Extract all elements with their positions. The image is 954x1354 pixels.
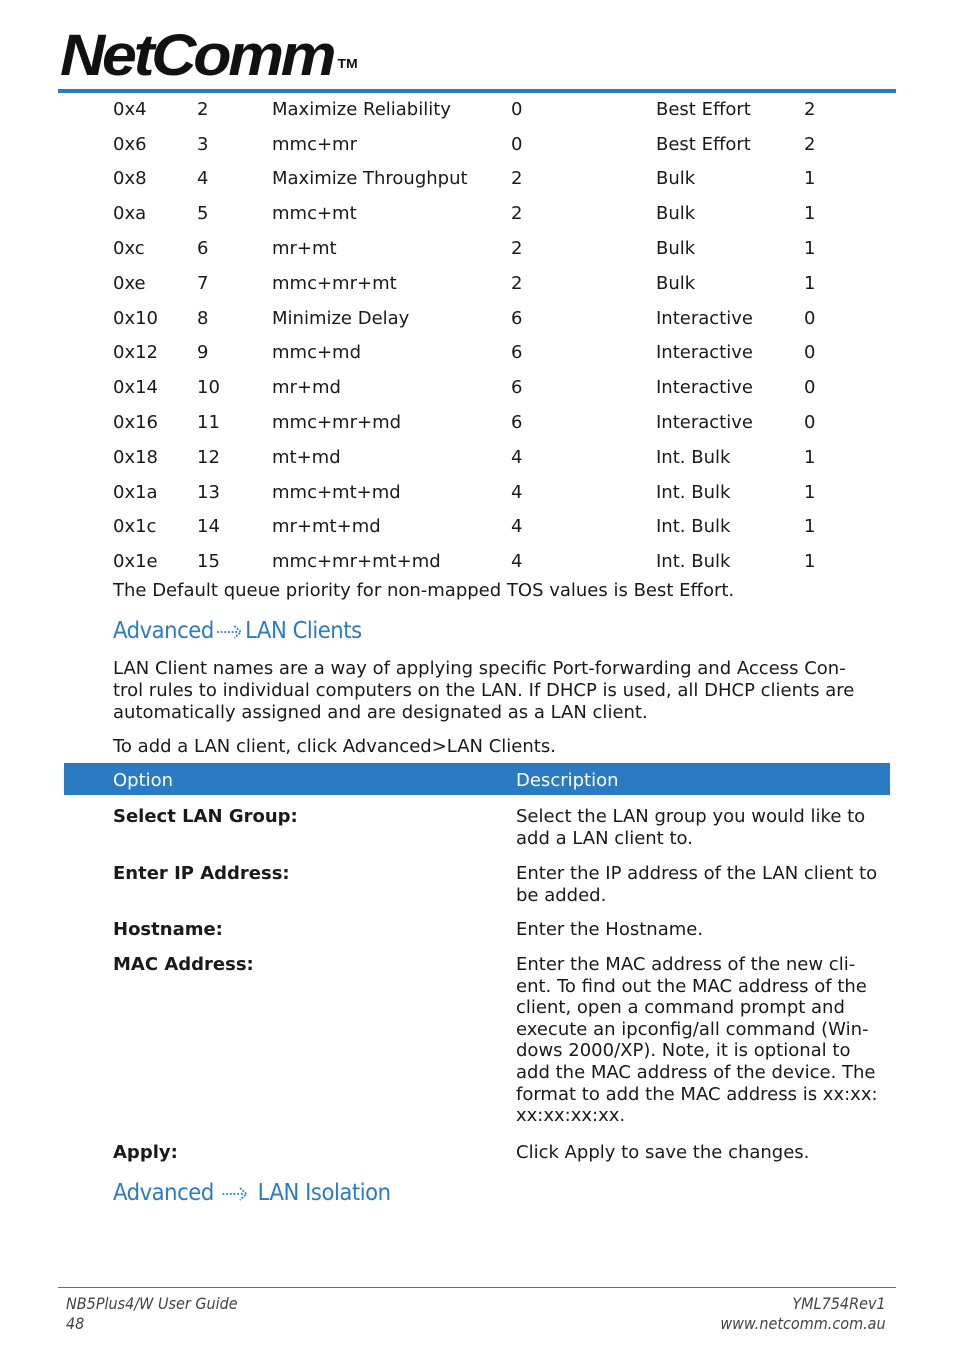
table-cell: 0 xyxy=(511,133,523,155)
table-row xyxy=(113,92,833,127)
table-cell: 14 xyxy=(197,516,220,538)
option-label-apply: Apply: xyxy=(113,1142,178,1163)
table-cell: 6 xyxy=(511,412,523,434)
table-cell: 6 xyxy=(511,377,523,399)
footer-website: www.netcomm.com.au xyxy=(720,1314,886,1333)
table-cell: Best Effort xyxy=(656,133,751,155)
table-cell: 7 xyxy=(197,272,209,294)
table-row xyxy=(113,405,833,440)
table-cell: 10 xyxy=(197,377,220,399)
dotted-arrow-icon xyxy=(216,623,244,641)
table-row xyxy=(113,370,833,405)
table-row xyxy=(113,231,833,266)
table-cell: mmc+mr+mt+md xyxy=(272,551,441,573)
table-row xyxy=(113,301,833,336)
table-row xyxy=(113,510,833,545)
table-cell: Int. Bulk xyxy=(656,516,731,538)
table-cell: 0x12 xyxy=(113,342,159,364)
footer-guide-title: NB5Plus4/W User Guide xyxy=(66,1294,238,1313)
netcomm-logo: NetComm ™ xyxy=(60,23,358,88)
table-cell: 0x10 xyxy=(113,307,159,329)
table-cell: 4 xyxy=(511,481,523,503)
table-cell: Int. Bulk xyxy=(656,446,731,468)
table-row xyxy=(113,266,833,301)
table-cell: 6 xyxy=(511,342,523,364)
table-cell: mmc+mr+mt xyxy=(272,272,397,294)
options-table-header xyxy=(64,763,890,795)
table-row xyxy=(113,127,833,162)
table-cell: 2 xyxy=(804,98,816,120)
table-row xyxy=(113,196,833,231)
table-cell: 1 xyxy=(804,551,816,573)
table-cell: Int. Bulk xyxy=(656,481,731,503)
table-cell: 2 xyxy=(804,133,816,155)
table-cell: 4 xyxy=(511,551,523,573)
table-cell: 0xe xyxy=(113,272,146,294)
option-label-select-lan-group: Select LAN Group: xyxy=(113,806,298,827)
trademark: TM xyxy=(337,56,358,71)
table-cell: 2 xyxy=(197,98,209,120)
table-cell: 0x1c xyxy=(113,516,157,538)
table-cell: mr+mt+md xyxy=(272,516,381,538)
table-cell: Bulk xyxy=(656,272,696,294)
table-cell: Interactive xyxy=(656,377,753,399)
intro-line: automatically assigned and are designated as a LAN client. xyxy=(113,702,648,723)
heading-lan-clients: Advanced LAN Clients xyxy=(113,618,362,644)
table-cell: 0x16 xyxy=(113,412,159,434)
footer-page-number: 48 xyxy=(66,1314,85,1333)
table-row xyxy=(113,440,833,475)
table-cell: 0x6 xyxy=(113,133,147,155)
table-cell: 1 xyxy=(804,446,816,468)
default-queue-note: The Default queue priority for non-mapped TOS values is Best Effort. xyxy=(113,580,735,601)
table-cell: Maximize Reliability xyxy=(272,98,451,120)
table-cell: 2 xyxy=(511,168,523,190)
tos-mapping-table xyxy=(113,92,833,579)
dotted-arrow-icon xyxy=(222,1185,250,1203)
table-cell: 3 xyxy=(197,133,209,155)
option-desc-apply: Click Apply to save the changes. xyxy=(516,1142,810,1163)
table-cell: 4 xyxy=(511,446,523,468)
table-cell: Minimize Delay xyxy=(272,307,410,329)
table-cell: mmc+mt+md xyxy=(272,481,401,503)
table-cell: 1 xyxy=(804,203,816,225)
option-label-hostname: Hostname: xyxy=(113,919,223,940)
table-cell: mt+md xyxy=(272,446,341,468)
table-cell: 12 xyxy=(197,446,220,468)
table-cell: Interactive xyxy=(656,412,753,434)
lan-clients-instruction: To add a LAN client, click Advanced>LAN Clients. xyxy=(113,736,556,757)
table-cell: 6 xyxy=(511,307,523,329)
table-cell: Int. Bulk xyxy=(656,551,731,573)
table-cell: 0x1a xyxy=(113,481,158,503)
table-cell: 2 xyxy=(511,203,523,225)
table-cell: 1 xyxy=(804,272,816,294)
table-cell: Interactive xyxy=(656,342,753,364)
table-cell: 0x14 xyxy=(113,377,159,399)
table-cell: 0xa xyxy=(113,203,147,225)
table-cell: Best Effort xyxy=(656,98,751,120)
heading-lan-isolation: Advanced LAN Isolation xyxy=(113,1180,391,1206)
table-cell: Bulk xyxy=(656,238,696,260)
table-cell: 0x1e xyxy=(113,551,158,573)
table-cell: 4 xyxy=(197,168,209,190)
table-cell: mmc+mt xyxy=(272,203,357,225)
header-option: Option xyxy=(113,770,174,791)
footer-rule xyxy=(58,1287,896,1288)
table-cell: mr+md xyxy=(272,377,341,399)
table-cell: 0 xyxy=(804,307,816,329)
option-desc-ip-address: Enter the IP address of the LAN client to be added. xyxy=(516,863,878,906)
header-description: Description xyxy=(516,770,619,791)
table-row xyxy=(113,544,833,579)
table-cell: 0x4 xyxy=(113,98,147,120)
table-cell: Maximize Throughput xyxy=(272,168,468,190)
table-cell: 1 xyxy=(804,238,816,260)
intro-line: trol rules to individual computers on the LAN. If DHCP is used, all DHCP clients are xyxy=(113,680,855,701)
table-cell: 0 xyxy=(804,342,816,364)
table-cell: 2 xyxy=(511,238,523,260)
option-desc-select-lan-group: Select the LAN group you would like to add a LAN client to. xyxy=(516,806,866,849)
table-cell: 0x8 xyxy=(113,168,147,190)
table-cell: 0 xyxy=(511,98,523,120)
table-cell: 6 xyxy=(197,238,209,260)
table-cell: 0xc xyxy=(113,238,145,260)
option-label-ip-address: Enter IP Address: xyxy=(113,863,290,884)
table-cell: 2 xyxy=(511,272,523,294)
table-cell: mr+mt xyxy=(272,238,337,260)
table-row xyxy=(113,162,833,197)
table-row xyxy=(113,336,833,371)
table-cell: 15 xyxy=(197,551,220,573)
table-cell: 8 xyxy=(197,307,209,329)
table-cell: 1 xyxy=(804,516,816,538)
option-label-mac-address: MAC Address: xyxy=(113,954,254,975)
table-cell: mmc+mr+md xyxy=(272,412,402,434)
table-cell: mmc+md xyxy=(272,342,362,364)
table-cell: 0 xyxy=(804,377,816,399)
intro-line: LAN Client names are a way of applying specific Port-forwarding and Access Con- xyxy=(113,658,846,679)
table-cell: 5 xyxy=(197,203,209,225)
table-row xyxy=(113,475,833,510)
option-desc-hostname: Enter the Hostname. xyxy=(516,919,704,940)
table-cell: Interactive xyxy=(656,307,753,329)
table-cell: mmc+mr xyxy=(272,133,357,155)
option-desc-mac-address: Enter the MAC address of the new cli- ent. To find out the MAC address of the client, open a command prompt and execute an ipconfig/all command (Win- dows 2000/XP). Note, it is optional to add the MAC address of the device. The format to add the MAC address is xx:xx: xx:xx:xx:xx. xyxy=(516,954,878,1127)
table-cell: 13 xyxy=(197,481,220,503)
table-cell: 1 xyxy=(804,481,816,503)
table-cell: 9 xyxy=(197,342,209,364)
table-cell: 0x18 xyxy=(113,446,159,468)
lan-clients-intro xyxy=(113,658,854,724)
table-cell: 1 xyxy=(804,168,816,190)
table-cell: 4 xyxy=(511,516,523,538)
table-cell: Bulk xyxy=(656,203,696,225)
footer-revision: YML754Rev1 xyxy=(792,1294,886,1313)
table-cell: 11 xyxy=(197,412,220,434)
table-cell: Bulk xyxy=(656,168,696,190)
table-cell: 0 xyxy=(804,412,816,434)
